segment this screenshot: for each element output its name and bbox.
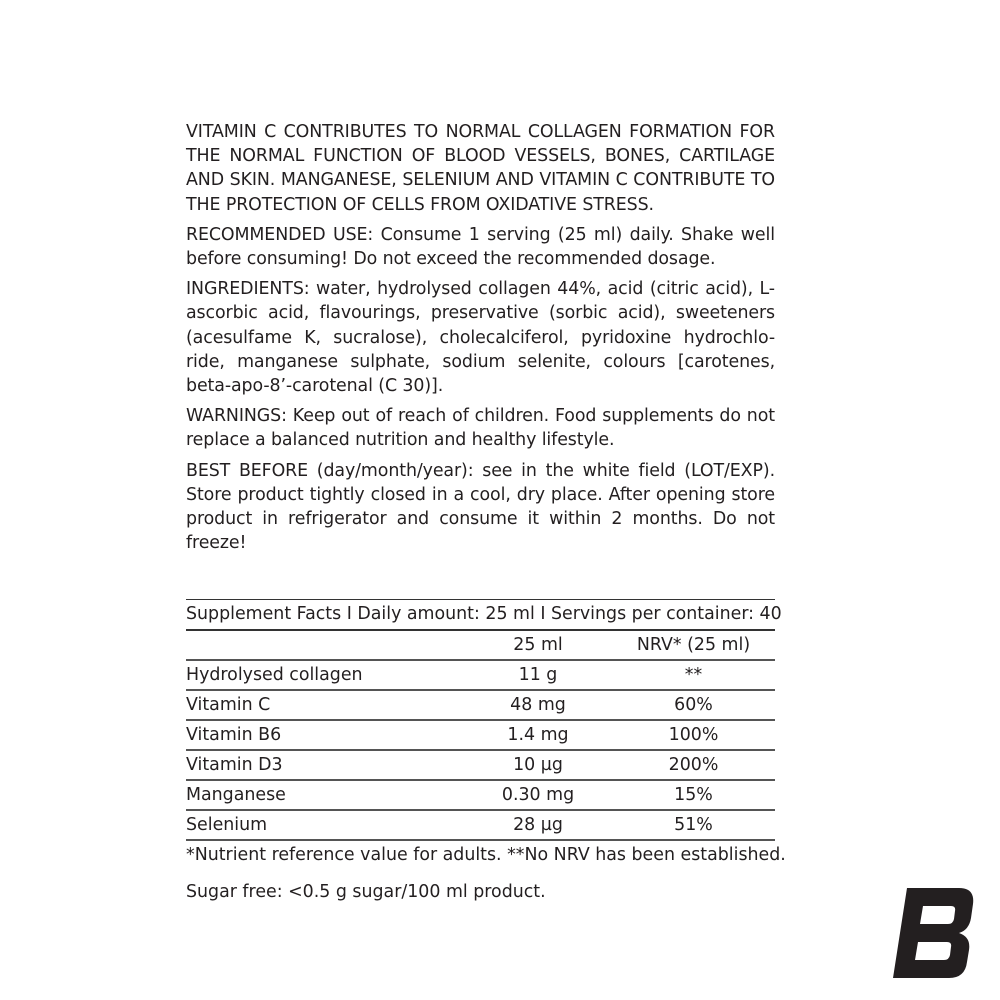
nutrient-name: Manganese [186,785,286,805]
table-row [186,691,775,721]
table-row [186,751,775,781]
label-text-block [186,120,775,561]
b-logo-svg [893,888,975,978]
nutrient-nrv: ** [684,665,703,685]
nutrient-amount: 48 mg [510,695,566,715]
claims-paragraph: VITAMIN C CONTRIBUTES TO NORMAL COLLAGEN FORMATION FOR THE NORMAL FUNCTION OF BLOOD VESSELS, BONES, CARTILAGE AND SKIN. MANGANESE, SELENIUM AND VITAMIN C CONTRIBUTE TO THE PROTECTION OF CELLS FROM OXIDATIVE STRESS. [186,122,775,215]
nutrient-nrv: 200% [668,755,719,775]
nutrient-name: Vitamin C [186,695,271,715]
table-row [186,781,775,811]
nutrient-name: Vitamin D3 [186,755,283,775]
table-row [186,721,775,751]
recommended-use-paragraph: RECOMMENDED USE: Consume 1 serving (25 ml) daily. Shake well before consuming! Do not exceed the recommended dosage. [186,224,775,270]
column-header-nrv: NRV* (25 ml) [636,635,751,655]
nutrient-nrv: 15% [674,785,713,805]
nutrient-amount: 0.30 mg [501,785,575,805]
warnings-paragraph: WARNINGS: Keep out of reach of children. Food supplements do not replace a balanced nutrition and healthy lifestyle. [186,406,775,451]
supplement-facts-table [186,599,786,905]
sugar-free-note: Sugar free: <0.5 g sugar/100 ml product. [186,882,546,902]
b-logo-icon [893,888,975,978]
nutrient-nrv: 51% [674,815,713,835]
nutrient-amount: 1.4 mg [507,725,569,745]
table-column-headers [186,631,775,661]
table-row [186,661,775,691]
nutrient-amount: 28 µg [513,815,563,835]
nutrient-nrv: 100% [668,725,719,745]
nutrient-nrv: 60% [674,695,713,715]
nutrient-name: Selenium [186,815,268,835]
nutrient-amount: 11 g [518,665,558,685]
supplement-facts-header: Supplement Facts I Daily amount: 25 ml I Servings per container: 40 [186,599,775,631]
nutrient-name: Vitamin B6 [186,725,282,745]
nrv-footnote: *Nutrient reference value for adults. **No NRV has been established. [186,845,786,865]
best-before-paragraph: BEST BEFORE (day/month/year): see in the white field (LOT/EXP). Store product tightly closed in a cool, dry place. After opening store product in refrigerator and consume it within 2 months. Do not freeze! [186,460,775,554]
ingredients-paragraph: INGREDIENTS: water, hydrolysed collagen 44%, acid (citric acid), L-ascorbic acid, flavourings, preservative (sorbic acid), sweeteners (acesulfame K, sucralose), cholecalciferol, pyridoxine hydrochlo-ride, manganese sulphate, sodium selenite, colours [carotenes, beta-apo-8’-carotenal (C 30)]. [186,279,775,397]
column-header-amount: 25 ml [513,635,563,655]
nutrient-name: Hydrolysed collagen [186,665,363,685]
nutrient-amount: 10 µg [513,755,563,775]
table-row [186,811,775,841]
column-header-name [186,631,464,659]
